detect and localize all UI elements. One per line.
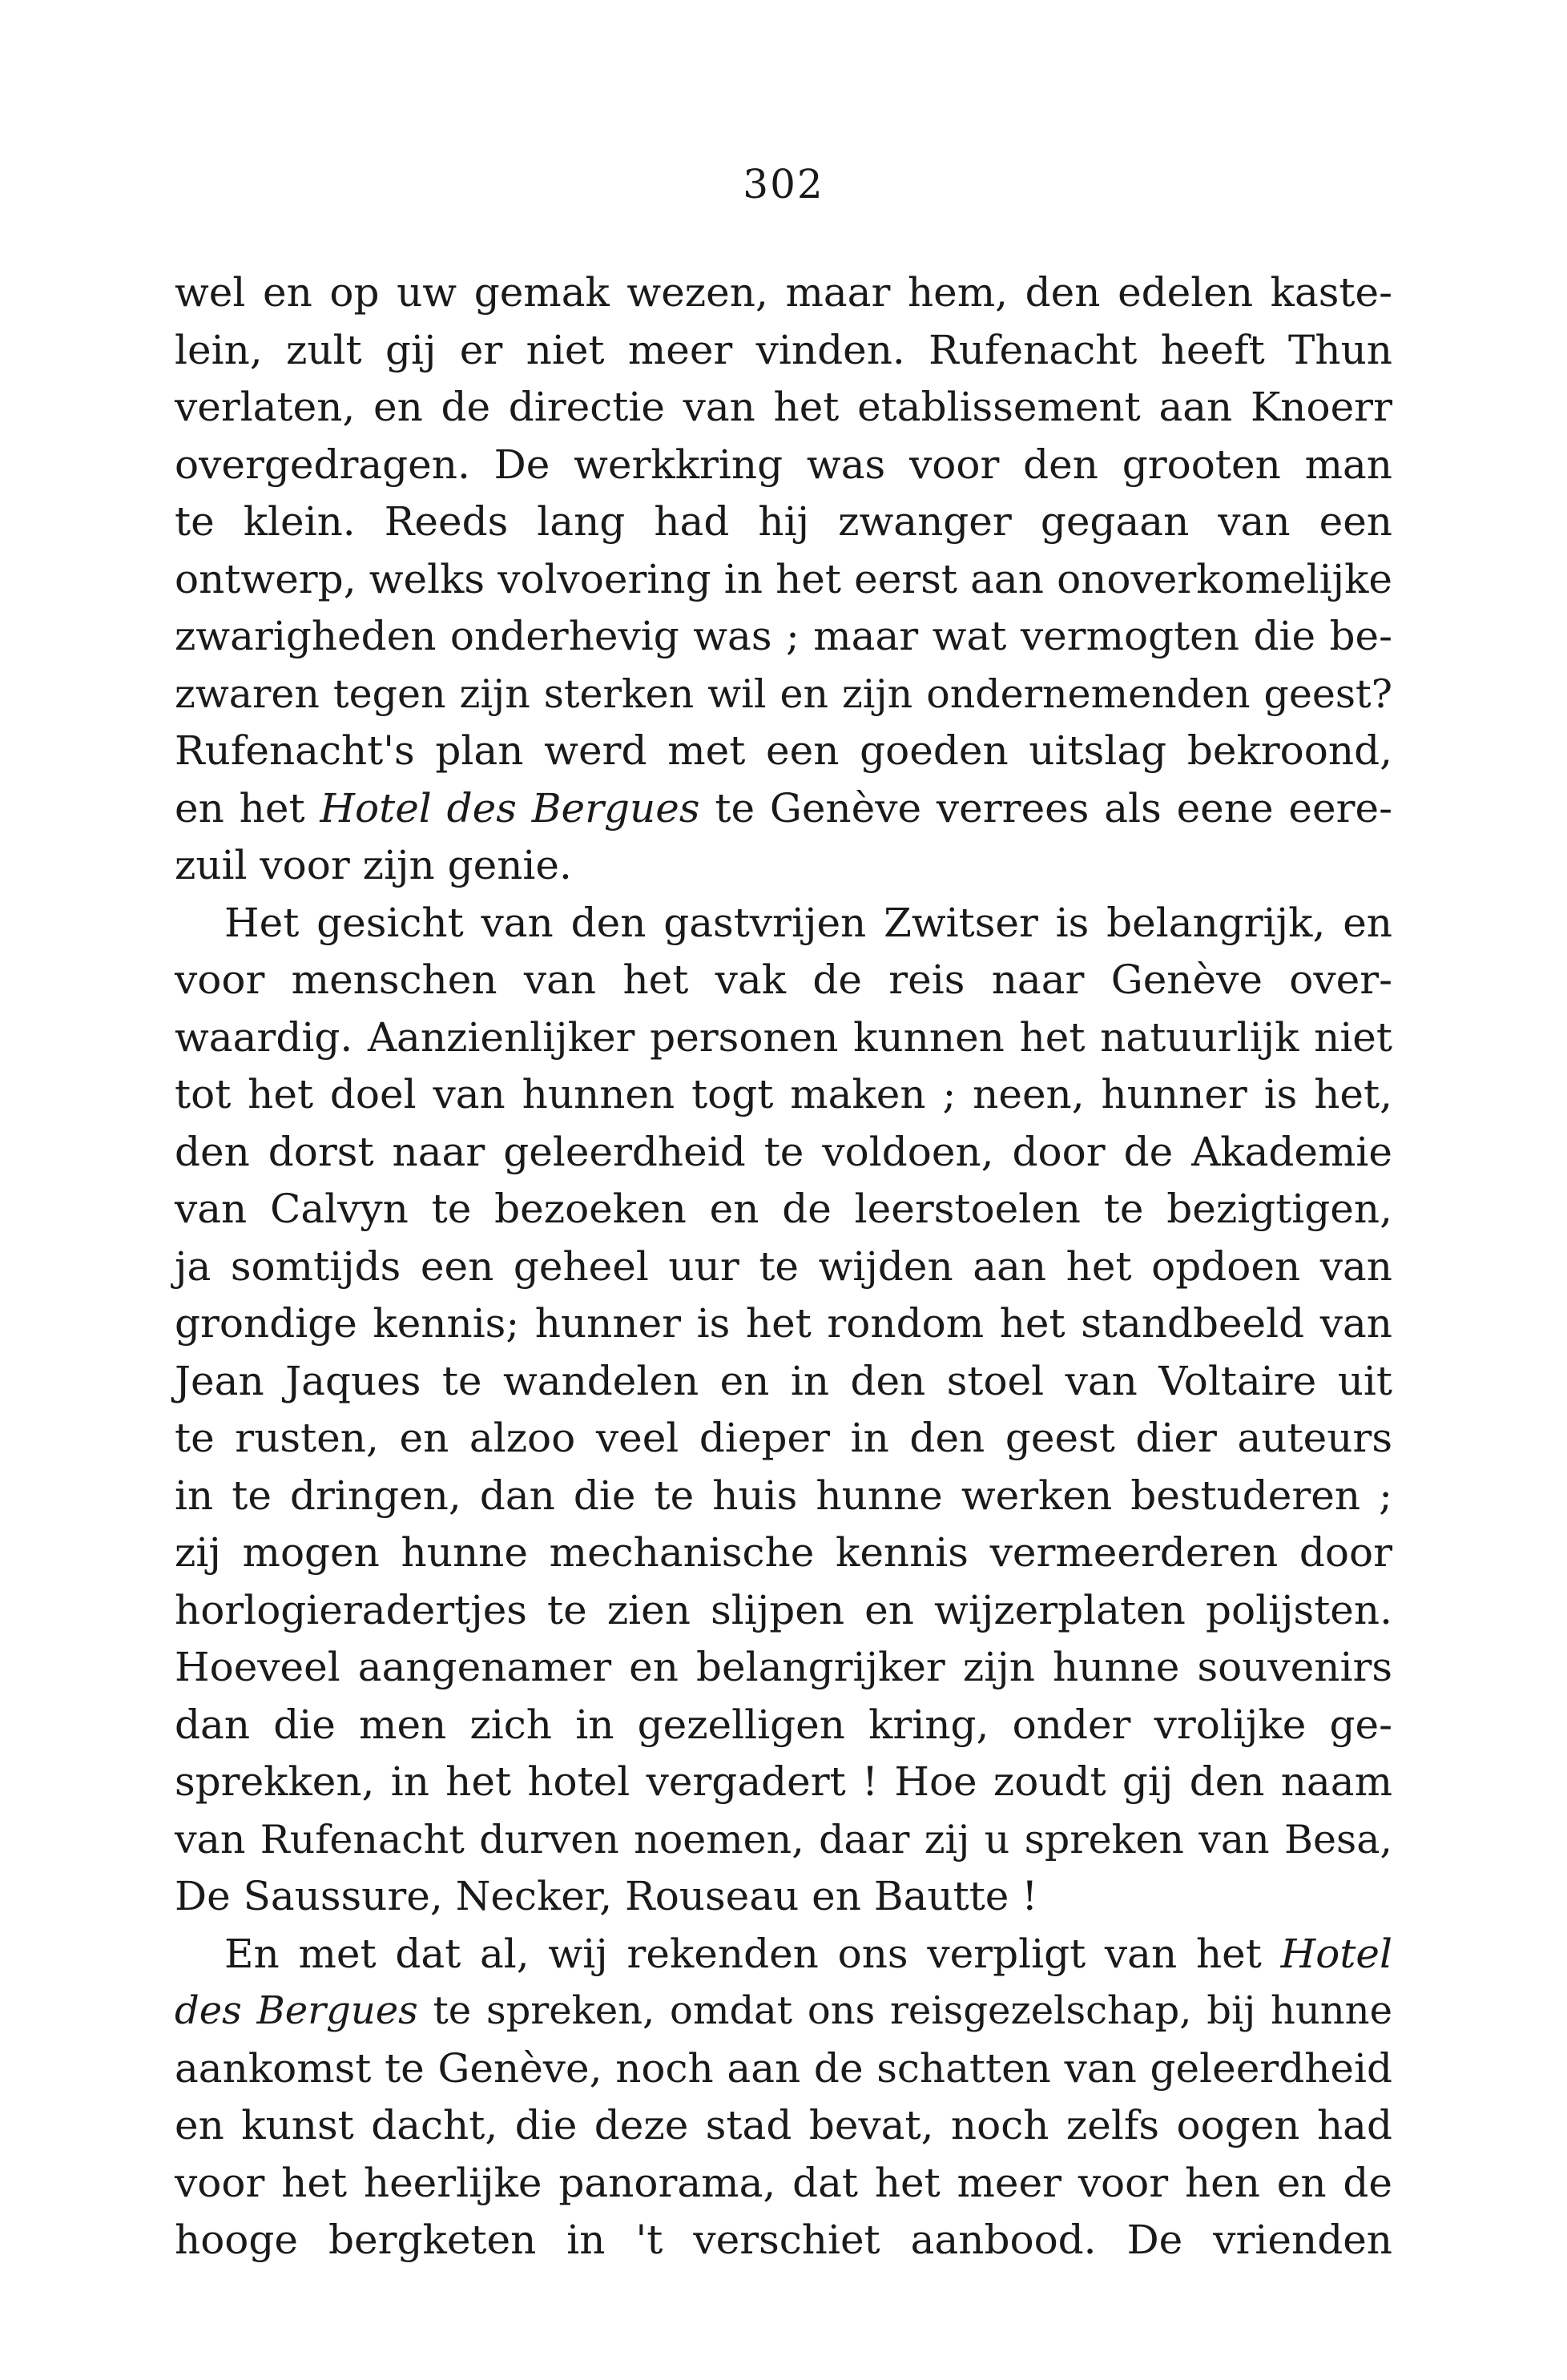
text-segment: en het: [175, 784, 320, 832]
page-number: 302: [743, 161, 824, 207]
text-segment: te spreken, omdat ons reisgezelschap, bij hunne: [417, 1988, 1393, 2033]
text-line: [175, 780, 1392, 838]
text-line: horlogieradertjes te zien slijpen en wijzerplaten polijsten.: [175, 1586, 1392, 1633]
text-segment: te Genève verrees als eene eere-: [699, 784, 1392, 832]
text-line: te rusten, en alzoo veel dieper in den geest dier auteurs: [175, 1415, 1392, 1461]
italic-title: des Bergues: [175, 1988, 418, 2033]
text-line: in te dringen, dan die te huis hunne werken bestuderen ;: [175, 1472, 1392, 1519]
text-line: overgedragen. De werkkring was voor den grooten man: [175, 441, 1392, 488]
text-line: voor het heerlijke panorama, dat het meer voor hen en de: [175, 2159, 1392, 2206]
text-line: van Calvyn te bezoeken en de leerstoelen te bezigtigen,: [175, 1186, 1392, 1232]
text-line: aankomst te Genève, noch aan de schatten van geleerdheid: [175, 2044, 1392, 2092]
text-line: zwarigheden onderhevig was ; maar wat vermogten die be-: [175, 613, 1392, 659]
text-line: [175, 1983, 1392, 2040]
text-segment: En met dat al, wij rekenden ons verpligt van het: [224, 1930, 1281, 1977]
text-line: De Saussure, Necker, Rouseau en Bautte !: [175, 1873, 1038, 1919]
italic-title: Hotel des Bergues: [320, 784, 700, 832]
text-line: dan die men zich in gezelligen kring, onder vrolijke ge-: [175, 1701, 1392, 1748]
text-line: tot het doel van hunnen togt maken ; neen, hunner is het,: [175, 1071, 1392, 1118]
text-line: Rufenacht's plan werd met een goeden uitslag bekroond,: [175, 727, 1392, 774]
text-line: te klein. Reeds lang had hij zwanger gegaan van een: [175, 498, 1392, 545]
text-line: en kunst dacht, die deze stad bevat, noch zelfs oogen had: [175, 2102, 1392, 2148]
text-line: ja somtijds een geheel uur te wijden aan het opdoen van: [175, 1242, 1392, 1290]
text-line: Hoeveel aangenamer en belangrijker zijn hunne souvenirs: [175, 1644, 1392, 1690]
text-line: sprekken, in het hotel vergadert ! Hoe zoudt gij den naam: [175, 1758, 1392, 1805]
text-line: waardig. Aanzienlijker personen kunnen het natuurlijk niet: [175, 1013, 1392, 1061]
paragraph-1: [175, 264, 1392, 895]
text-line: den dorst naar geleerdheid te voldoen, door de Akademie: [175, 1128, 1392, 1175]
text-line: zij mogen hunne mechanische kennis vermeerderen door: [175, 1529, 1392, 1576]
text-line: [175, 1926, 1392, 1983]
text-line: ontwerp, welks volvoering in het eerst aan onoverkomelijke: [175, 555, 1392, 602]
text-line: grondige kennis; hunner is het rondom het standbeeld van: [175, 1300, 1392, 1347]
text-line: hooge bergketen in 't verschiet aanbood. De vrienden: [175, 2217, 1392, 2263]
text-line: Jean Jaques te wandelen en in den stoel van Voltaire uit: [175, 1357, 1392, 1404]
text-line: wel en op uw gemak wezen, maar hem, den edelen kaste-: [175, 269, 1392, 316]
italic-title: Hotel: [1280, 1930, 1392, 1977]
paragraph-2: [175, 895, 1392, 1926]
text-line: verlaten, en de directie van het etablissement aan Knoerr: [175, 384, 1392, 430]
text-line: Het gesicht van den gastvrijen Zwitser is belangrijk, en: [224, 899, 1392, 946]
text-line: zuil voor zijn genie.: [175, 842, 572, 888]
text-line: van Rufenacht durven noemen, daar zij u spreken van Besa,: [175, 1816, 1392, 1863]
text-line: lein, zult gij er niet meer vinden. Rufenacht heeft Thun: [175, 326, 1392, 373]
paragraph-3: [175, 1926, 1392, 2269]
text-line: voor menschen van het vak de reis naar Genève over-: [175, 956, 1392, 1003]
text-line: zwaren tegen zijn sterken wil en zijn ondernemenden geest?: [175, 671, 1392, 717]
body-text: [175, 264, 1392, 2269]
